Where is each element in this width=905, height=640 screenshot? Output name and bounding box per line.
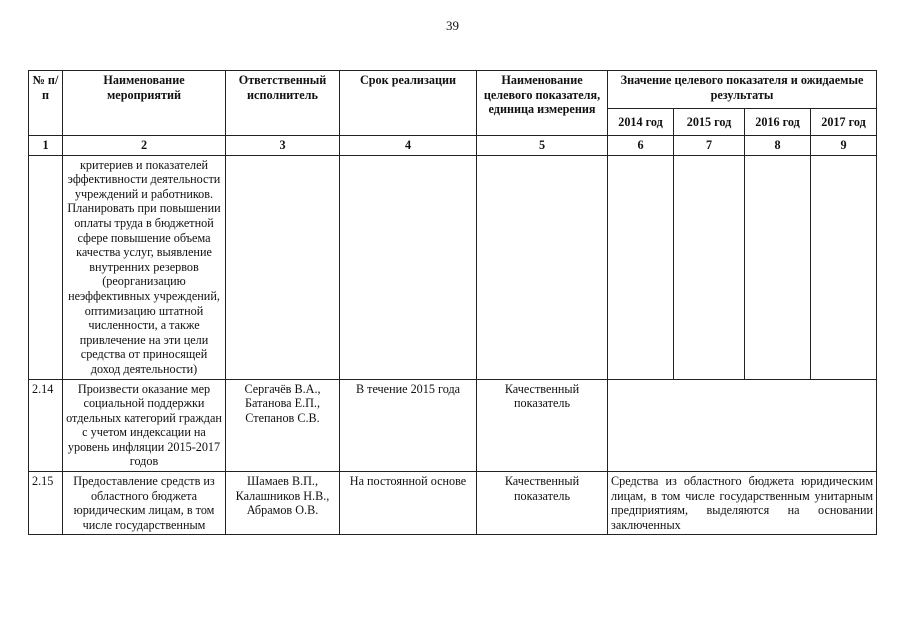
- header-year-2016: 2016 год: [745, 109, 811, 136]
- row-indicator: Качественный показатель: [477, 379, 608, 472]
- column-number: 7: [674, 136, 745, 156]
- row-activity: Предоставление средств из областного бюджета юридическим лицам, в том числе государственным: [63, 472, 226, 535]
- column-numbers-row: [29, 136, 877, 156]
- header-indicator: Наименование целевого показателя, единица измерения: [477, 71, 608, 136]
- row-result: Средства из областного бюджета юридическим лицам, в том числе государственным унитарным предприятиям, выделяются на основании заключенных: [608, 472, 877, 535]
- header-year-2017: 2017 год: [811, 109, 877, 136]
- column-number: 2: [63, 136, 226, 156]
- page-number: 39: [446, 18, 459, 33]
- row-activity: критериев и показателей эффективности деятельности учреждений и работников. Планировать при повышении оплаты труда в бюджетной сфере повышение объема качества услуг, выявление внутренних резервов (реорганизацию неэффективных учреждений, оптимизацию штатной численности, а также привлечение на эти цели средства от приносящей доход деятельности): [63, 155, 226, 379]
- row-indicator: Качественный показатель: [477, 472, 608, 535]
- header-executor: Ответственный исполнитель: [226, 71, 340, 136]
- row-value-2016: [745, 155, 811, 379]
- header-year-2015: 2015 год: [674, 109, 745, 136]
- header-term: Срок реализации: [340, 71, 477, 136]
- table-row: [29, 155, 877, 379]
- table-row: [29, 472, 877, 535]
- row-value-2015: [674, 155, 745, 379]
- row-term: В течение 2015 года: [340, 379, 477, 472]
- header-value-group: Значение целевого показателя и ожидаемые результаты: [608, 71, 877, 109]
- column-number: 4: [340, 136, 477, 156]
- row-num: 2.15: [29, 472, 63, 535]
- row-executor: Шамаев В.П., Калашников Н.В., Абрамов О.В.: [226, 472, 340, 535]
- row-value-2014: [608, 155, 674, 379]
- measures-table: [28, 70, 877, 535]
- row-num: 2.14: [29, 379, 63, 472]
- column-number: 9: [811, 136, 877, 156]
- row-term: [340, 155, 477, 379]
- row-activity: Произвести оказание мер социальной поддержки отдельных категорий граждан с учетом индексации на уровень инфляции 2015-2017 годов: [63, 379, 226, 472]
- row-result: [608, 379, 877, 472]
- row-executor: Сергачёв В.А., Батанова Е.П., Степанов С.В.: [226, 379, 340, 472]
- column-number: 1: [29, 136, 63, 156]
- column-number: 5: [477, 136, 608, 156]
- header-num: № п/п: [29, 71, 63, 136]
- row-num: [29, 155, 63, 379]
- column-number: 8: [745, 136, 811, 156]
- row-term: На постоянной основе: [340, 472, 477, 535]
- header-year-2014: 2014 год: [608, 109, 674, 136]
- column-number: 3: [226, 136, 340, 156]
- row-indicator: [477, 155, 608, 379]
- header-activity: Наименование мероприятий: [63, 71, 226, 136]
- row-value-2017: [811, 155, 877, 379]
- row-executor: [226, 155, 340, 379]
- table-row: [29, 379, 877, 472]
- column-number: 6: [608, 136, 674, 156]
